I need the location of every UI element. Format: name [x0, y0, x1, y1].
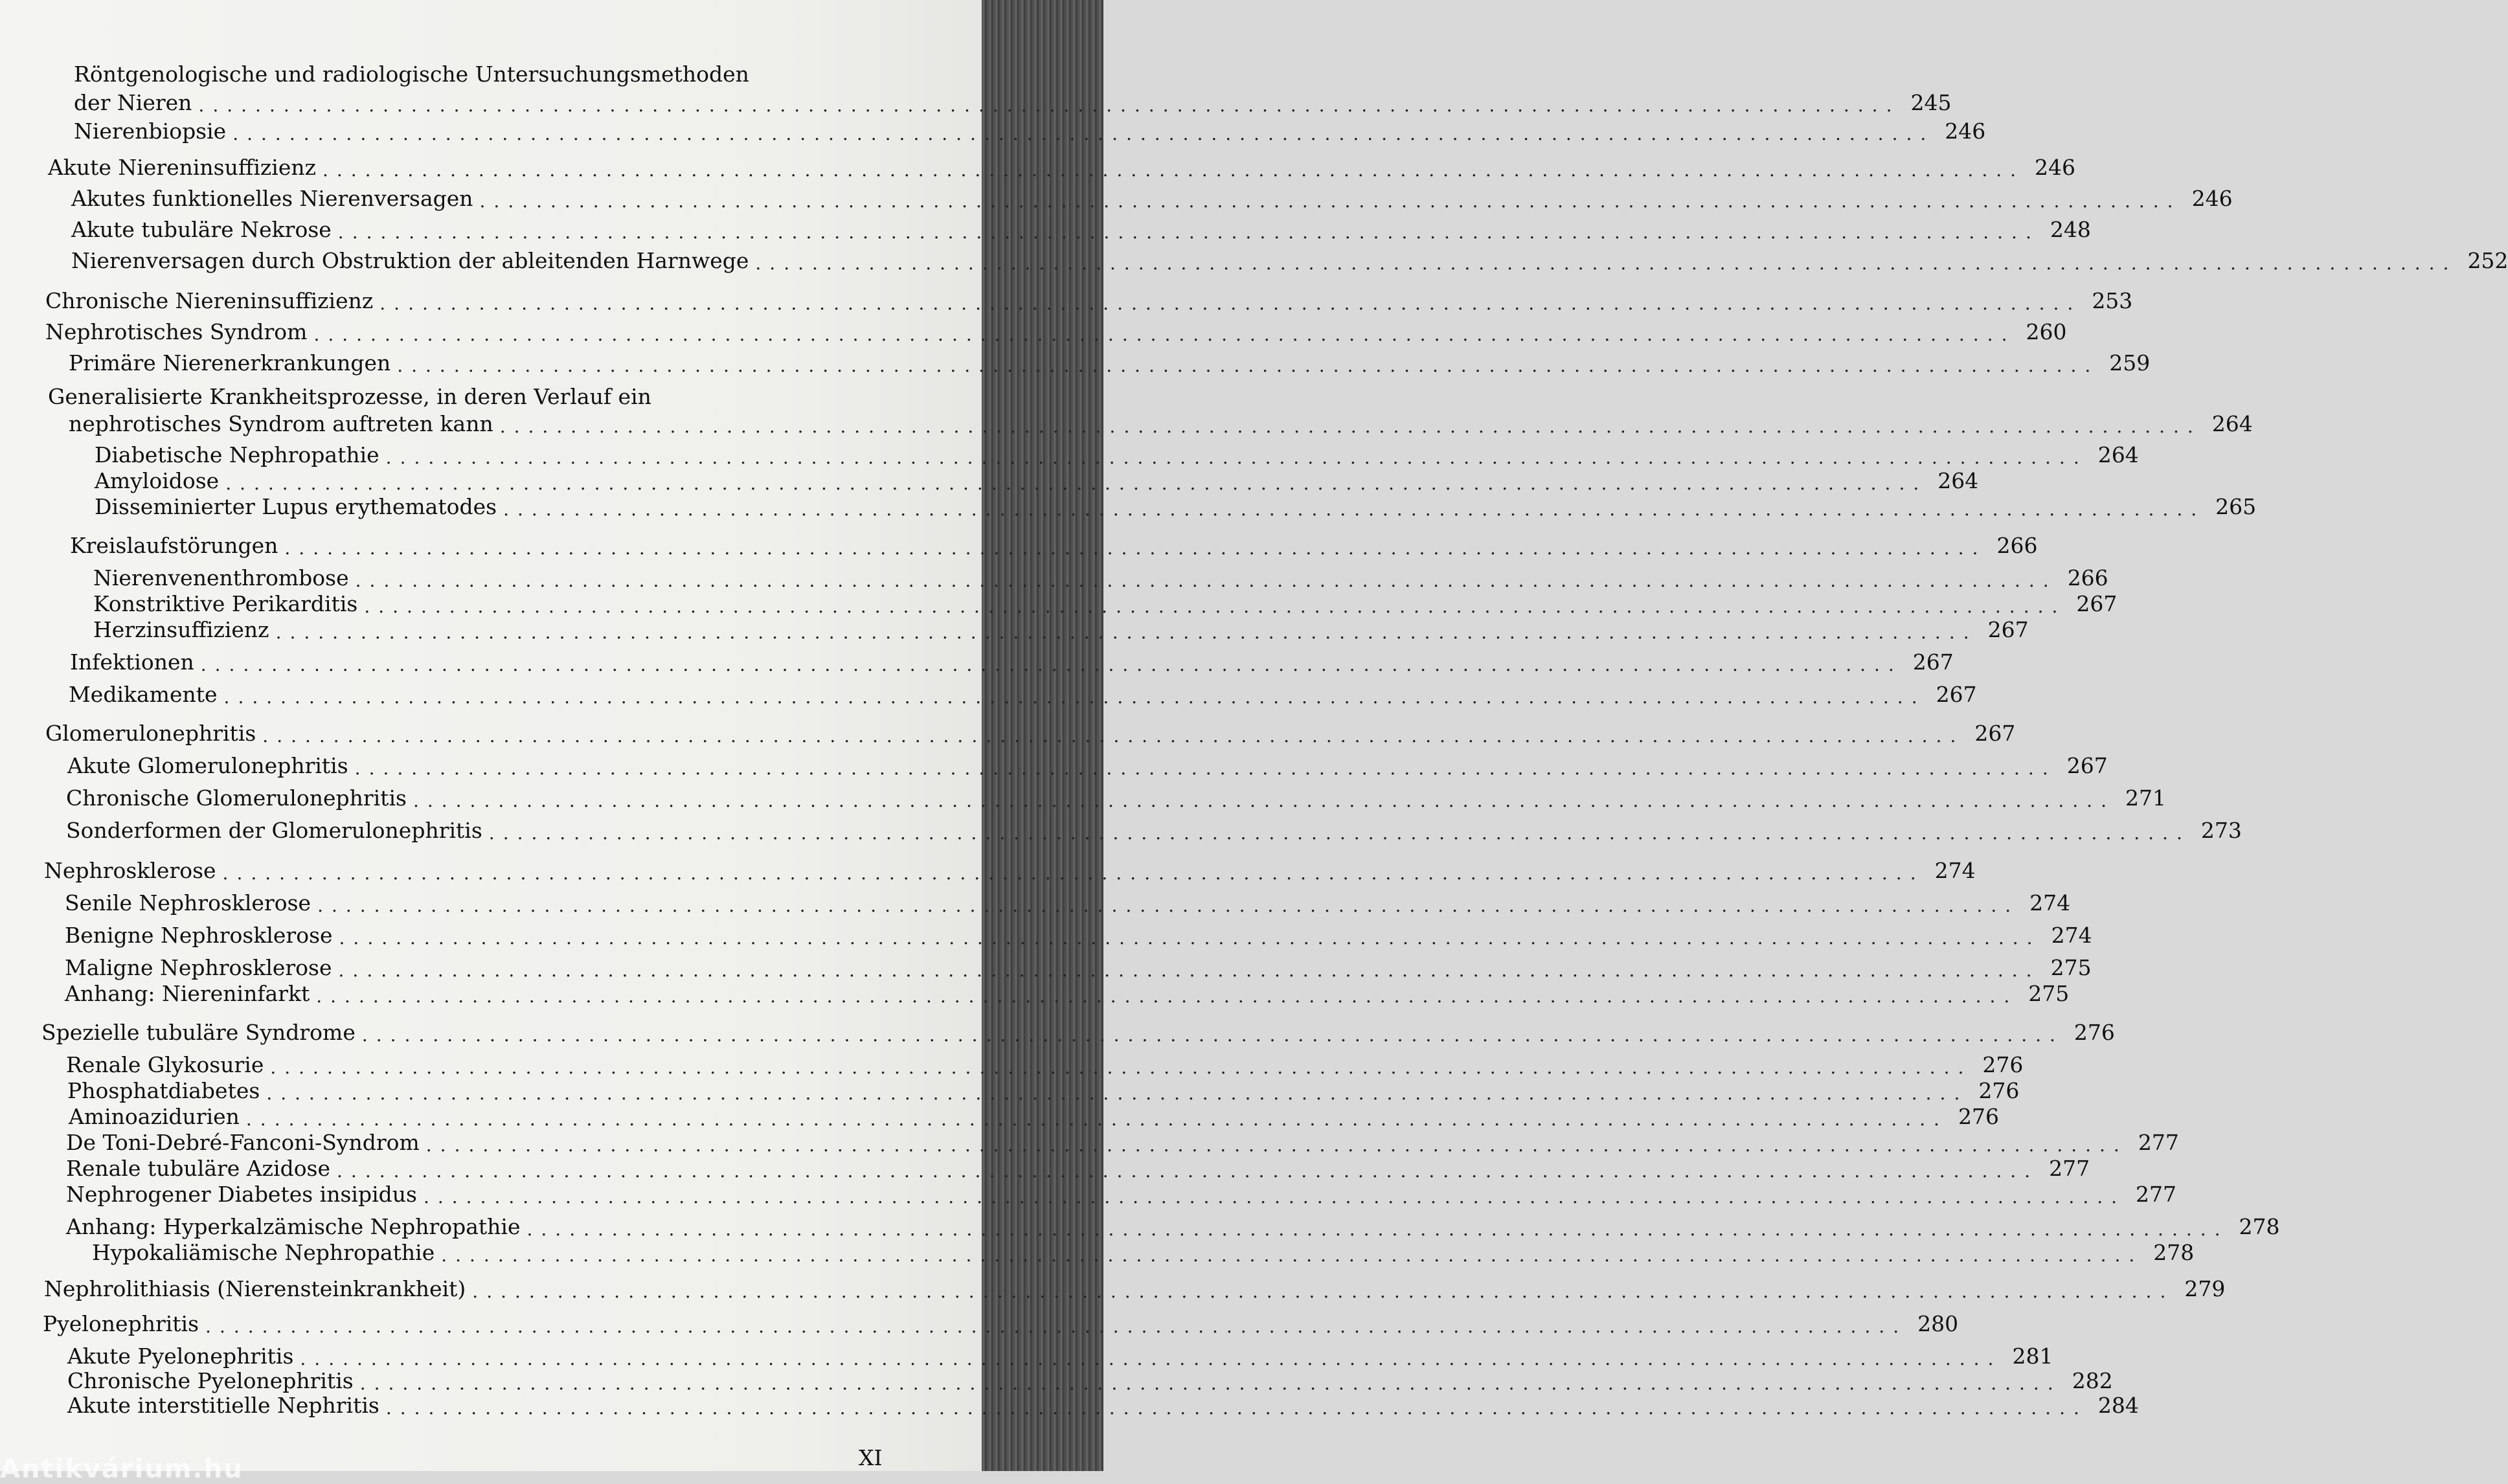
toc-page: 276 [1958, 1104, 1999, 1129]
toc-entry [95, 467, 1979, 495]
toc-entry [48, 154, 2076, 181]
toc-entry [41, 1019, 2115, 1046]
leader-dots: ........................................................................................................................ [472, 1281, 2175, 1302]
toc-page: 267 [1987, 617, 2029, 642]
toc-label: Akute Niereninsuffizienz [48, 155, 316, 180]
toc-label: Benigne Nephrosklerose [65, 923, 333, 948]
toc-entry [45, 720, 2016, 747]
toc-entry [95, 493, 2257, 521]
toc-entry [71, 185, 2233, 212]
toc-label: Senile Nephrosklerose [65, 890, 311, 916]
toc-page: 282 [2072, 1368, 2113, 1393]
toc-page: 274 [2051, 923, 2092, 948]
leader-dots: ........................................................................................................................ [338, 960, 2040, 981]
toc-label: Diabetische Nephropathie [95, 442, 379, 467]
toc-label: Nierenversagen durch Obstruktion der ableitenden Harnwege [71, 248, 749, 273]
toc-page: 245 [1910, 90, 1952, 115]
toc-entry [71, 247, 2508, 275]
leader-dots: ........................................................................................................................ [354, 758, 2057, 779]
toc-entry [93, 616, 2029, 644]
leader-dots: ........................................................................................................................ [223, 686, 1926, 708]
toc-label: Nephrogener Diabetes insipidus [66, 1182, 417, 1207]
leader-dots: ........................................................................................................................ [385, 447, 2088, 468]
toc-page: 248 [2050, 217, 2091, 242]
toc-entry [74, 118, 1986, 145]
toc-page: 284 [2097, 1393, 2139, 1418]
leader-dots: ........................................................................................................................ [503, 499, 2206, 520]
toc-entry [71, 216, 2091, 243]
toc-page: 276 [2073, 1020, 2115, 1045]
leader-dots: ........................................................................................................................ [313, 324, 2016, 345]
toc-entry [66, 785, 2166, 812]
toc-entry [93, 565, 2108, 592]
toc-entry [44, 1276, 2226, 1303]
toc-page: 280 [1917, 1311, 1959, 1336]
toc-label: Spezielle tubuläre Syndrome [41, 1020, 356, 1045]
toc-entry [65, 980, 2070, 1007]
toc-entry [67, 1367, 2113, 1395]
toc-page: 264 [2211, 411, 2253, 436]
toc-entry [66, 1129, 2179, 1156]
leader-dots: ........................................................................................................................ [361, 1024, 2064, 1046]
toc-page: 266 [2067, 565, 2108, 590]
toc-label: Aminoazidurien [69, 1104, 240, 1129]
toc-page: 274 [2029, 890, 2071, 916]
toc-entry [45, 319, 2067, 346]
toc-page: 267 [2066, 753, 2108, 778]
leader-dots: ........................................................................................................................ [225, 473, 1928, 494]
toc-page: 267 [1974, 721, 2016, 746]
leader-dots: ........................................................................................................................ [317, 895, 2020, 916]
leader-dots: ........................................................................................................................ [275, 622, 1978, 643]
toc-page: 264 [1937, 468, 1979, 493]
toc-label: Nierenbiopsie [74, 118, 227, 144]
toc-entry [66, 817, 2242, 844]
toc-page: 273 [2200, 818, 2242, 843]
toc-page: 275 [2028, 981, 2070, 1006]
leader-dots: ........................................................................................................................ [266, 1083, 1969, 1104]
toc-page: 276 [1982, 1052, 2024, 1077]
toc-label: Kreislaufstörungen [70, 533, 278, 558]
leader-dots: ........................................................................................................................ [359, 1373, 2062, 1394]
leader-dots: ........................................................................................................................ [425, 1134, 2128, 1156]
toc-entry [70, 532, 2038, 559]
toc-entry [43, 1310, 1959, 1338]
toc-page: 274 [1934, 858, 1976, 883]
toc-label: Renale Glykosurie [66, 1052, 264, 1077]
toc-label: Chronische Pyelonephritis [67, 1368, 354, 1393]
toc-entry [74, 61, 749, 88]
toc-label: Chronische Glomerulonephritis [66, 785, 407, 811]
leader-dots: ........................................................................................................................ [300, 1348, 2002, 1369]
toc-label: Anhang: Niereninfarkt [65, 981, 310, 1006]
toc-label: Primäre Nierenerkrankungen [69, 350, 391, 376]
toc-entry [66, 1051, 2024, 1079]
leader-dots: ........................................................................................................................ [337, 221, 2040, 243]
toc-label: Glomerulonephritis [45, 721, 256, 746]
toc-label: Disseminierter Lupus erythematodes [95, 494, 497, 519]
toc-entry [69, 681, 1977, 708]
toc-page: 276 [1978, 1078, 2020, 1103]
toc-entry [48, 383, 651, 410]
toc-label: Akute tubuläre Nekrose [71, 217, 332, 242]
toc-entry [69, 1103, 1999, 1130]
toc-page: 265 [2215, 494, 2257, 519]
leader-dots: ........................................................................................................................ [284, 537, 1987, 559]
toc-label: Pyelonephritis [43, 1311, 199, 1336]
toc-page: 281 [2012, 1343, 2053, 1369]
toc-entry [74, 89, 1952, 117]
leader-dots: ........................................................................................................................ [379, 293, 2082, 314]
toc-label: Medikamente [69, 682, 218, 707]
toc-label: Maligne Nephrosklerose [65, 955, 332, 980]
leader-dots: ........................................................................................................................ [270, 1057, 1972, 1078]
page-folio: XI [859, 1445, 883, 1470]
toc-page: 246 [1945, 118, 1986, 144]
toc-entry [67, 1392, 2139, 1419]
toc-page: 252 [2467, 248, 2508, 273]
toc-page: 277 [2138, 1130, 2179, 1155]
toc-label: Nierenvenenthrombose [93, 565, 349, 590]
toc-label: Nephrolithiasis (Nierensteinkrankheit) [44, 1276, 466, 1301]
toc-label: De Toni-Debré-Fanconi-Syndrom [66, 1130, 420, 1155]
toc-label: Anhang: Hyperkalzämische Nephropathie [66, 1214, 521, 1239]
leader-dots: ........................................................................................................................ [198, 95, 1901, 116]
leader-dots: ........................................................................................................................ [232, 123, 1935, 144]
leader-dots: ........................................................................................................................ [499, 416, 2202, 437]
toc-label: Akute Glomerulonephritis [67, 753, 348, 778]
toc-label: Nephrosklerose [44, 858, 216, 883]
leader-dots: ........................................................................................................................ [205, 1316, 1908, 1337]
toc-label: Nephrotisches Syndrom [45, 319, 308, 344]
toc-page: 253 [2092, 288, 2133, 313]
leader-dots: ........................................................................................................................ [479, 190, 2182, 212]
toc-label: Akute Pyelonephritis [67, 1343, 294, 1369]
toc-page: 259 [2109, 350, 2151, 376]
leader-dots: ........................................................................................................................ [355, 570, 2057, 591]
leader-dots: ........................................................................................................................ [412, 790, 2115, 811]
toc-page: 277 [2136, 1182, 2177, 1207]
toc-page: 277 [2049, 1156, 2090, 1181]
leader-dots: ........................................................................................................................ [339, 927, 2041, 949]
leader-dots: ........................................................................................................................ [337, 1160, 2039, 1182]
toc-entry [67, 1343, 2053, 1370]
toc-entry [66, 1155, 2090, 1182]
leader-dots: ........................................................................................................................ [262, 725, 1965, 747]
toc-label: Amyloidose [95, 468, 220, 493]
toc-page: 246 [2191, 186, 2233, 211]
toc-entry [67, 752, 2108, 780]
toc-page: 266 [1996, 533, 2038, 558]
watermark-text: Antikvárium.hu [0, 1454, 243, 1484]
toc-label: der Nieren [74, 90, 192, 115]
toc-label: Generalisierte Krankheitsprozesse, in deren Verlauf ein [48, 384, 651, 409]
toc-page: 260 [2026, 319, 2067, 344]
toc-entry [66, 1181, 2177, 1208]
toc-page: 271 [2125, 785, 2166, 811]
toc-page: 275 [2050, 955, 2092, 980]
leader-dots: ........................................................................................................................ [222, 862, 1925, 884]
toc-entry [45, 287, 2133, 315]
leader-dots: ........................................................................................................................ [397, 355, 2099, 376]
toc-entry [66, 1213, 2280, 1241]
leader-dots: ........................................................................................................................ [755, 253, 2457, 274]
toc-label: Sonderformen der Glomerulonephritis [66, 818, 482, 843]
toc-label: Phosphatdiabetes [67, 1078, 260, 1103]
toc-page: 279 [2184, 1276, 2226, 1301]
toc-entry [69, 350, 2151, 377]
toc-label: Chronische Niereninsuffizienz [45, 288, 374, 313]
leader-dots: ........................................................................................................................ [526, 1219, 2229, 1240]
leader-dots: ........................................................................................................................ [385, 1397, 2088, 1419]
toc-page: 278 [2153, 1240, 2195, 1265]
toc-entry [95, 442, 2139, 469]
toc-page: 264 [2097, 442, 2139, 467]
toc-page: 246 [2035, 155, 2076, 180]
toc-label: Infektionen [70, 649, 194, 675]
leader-dots: ........................................................................................................................ [200, 654, 1903, 675]
toc-entry [67, 1077, 2020, 1105]
leader-dots: ........................................................................................................................ [364, 596, 2066, 617]
leader-dots: ........................................................................................................................ [245, 1108, 1948, 1130]
toc-page: 267 [2076, 591, 2118, 616]
toc-label: Akute interstitielle Nephritis [67, 1393, 379, 1418]
toc-label: Röntgenologische und radiologische Untersuchungsmethoden [74, 62, 749, 87]
toc-label: Akutes funktionelles Nierenversagen [71, 186, 473, 211]
toc-label: Renale tubuläre Azidose [66, 1156, 331, 1181]
toc-entry [93, 590, 2118, 618]
toc-entry [69, 410, 2253, 438]
leader-dots: ........................................................................................................................ [322, 159, 2025, 181]
toc-entry [44, 857, 1976, 884]
leader-dots: ........................................................................................................................ [423, 1186, 2126, 1208]
toc-page: 278 [2239, 1214, 2280, 1239]
toc-entry [70, 649, 1954, 676]
toc-page: 267 [1912, 649, 1954, 675]
toc-label: nephrotisches Syndrom auftreten kann [69, 411, 493, 436]
toc-label: Hypokaliämische Nephropathie [92, 1240, 435, 1265]
toc-entry [92, 1239, 2195, 1266]
toc-page: 267 [1936, 682, 1977, 707]
toc-entry [65, 954, 2092, 982]
toc-label: Konstriktive Perikarditis [93, 591, 358, 616]
leader-dots: ........................................................................................................................ [316, 985, 2018, 1007]
leader-dots: ........................................................................................................................ [488, 822, 2191, 844]
toc-label: Herzinsuffizienz [93, 617, 269, 642]
leader-dots: ........................................................................................................................ [441, 1244, 2143, 1266]
toc-entry [65, 922, 2092, 949]
toc-entry [65, 890, 2071, 917]
